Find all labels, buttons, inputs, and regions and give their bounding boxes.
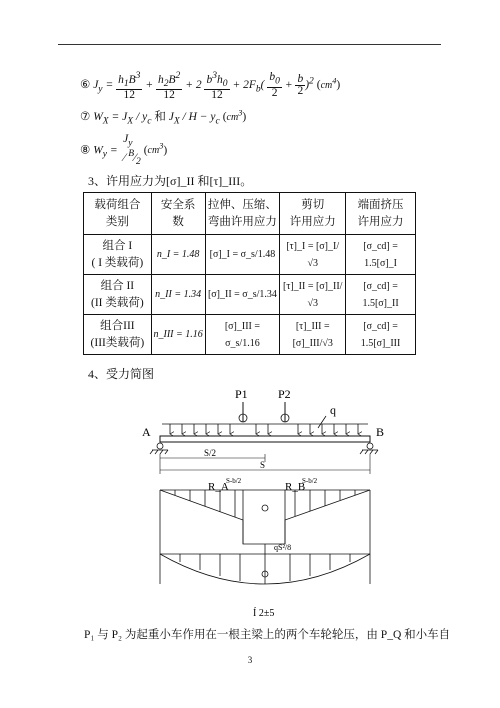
support-b: [360, 443, 378, 454]
label-ra: R_A: [208, 481, 229, 493]
label-moment: qS²/8: [274, 543, 292, 552]
table-header-row: [84, 193, 416, 235]
cell-sigma: [σ]_I = σ_s/1.48: [205, 235, 280, 275]
label-ra-fraction: S-b/2: [226, 477, 242, 485]
cell-safety-factor: n_II = 1.34: [151, 275, 205, 315]
label-b: B: [376, 425, 385, 439]
allowable-stress-table: [83, 192, 416, 355]
formula-6-number: ⑥: [80, 79, 91, 92]
formula-8: ⑧ $W_y$ = $J_y$ ⁄ $^B⁄_2$ $(cm^3)$: [80, 133, 168, 168]
cell-tau: [τ]_I = [σ]_I/√3: [280, 235, 346, 275]
table-row: [84, 275, 416, 315]
figure-caption: Í 2±5: [253, 608, 275, 619]
section-3-heading: 3、许用应力为[σ]_II 和[τ]_III。: [88, 174, 253, 188]
cell-group: 组合III (III类载荷): [84, 315, 152, 355]
support-a: [150, 443, 168, 454]
header-shear-stress: 剪切 许用应力: [280, 193, 346, 235]
load-p1: [239, 402, 247, 422]
cell-safety-factor: n_I = 1.48: [151, 235, 205, 275]
beam: [160, 436, 370, 442]
load-p2: [281, 402, 289, 422]
cell-bearing: [σ_cd] = 1.5[σ]_I: [346, 235, 416, 275]
formula-6: ⑥ $J_y$ = $\frac{h_1B^3}{12}$ + $\frac{h_2B^2}{12}$ + 2 $\frac{b^3h_0}{12}$ + $2F_b$( $\frac{b_0}{2}$ + $\frac{b}{2}$ )$^2$ $(cm^4)$: [80, 70, 341, 102]
label-q: q: [330, 403, 336, 417]
cell-group: 组合 I ( I 类载荷): [84, 235, 152, 275]
force-diagram: [140, 384, 400, 624]
table-row: [84, 235, 416, 275]
cell-tau: [τ]_II = [σ]_II/√3: [280, 275, 346, 315]
label-rb-fraction: S-b/2: [302, 477, 318, 485]
header-rule: [58, 44, 441, 45]
table-row: [84, 315, 416, 355]
header-bearing-stress: 端面挤压 许用应力: [346, 193, 416, 235]
cell-sigma: [σ]_II = σ_s/1.34: [205, 275, 280, 315]
label-p1: P1: [235, 387, 248, 401]
page-number: 3: [247, 655, 253, 665]
section-4-heading: 4、受力简图: [88, 367, 155, 381]
cell-bearing: [σ_cd] = 1.5[σ]_II: [346, 275, 416, 315]
label-half-span: S/2: [204, 448, 217, 458]
cell-bearing: [σ_cd] = 1.5[σ]_III: [346, 315, 416, 355]
formula-7-number: ⑦: [80, 111, 91, 123]
label-rb: R_B: [285, 481, 306, 493]
label-a: A: [142, 425, 151, 439]
cell-safety-factor: n_III = 1.16: [151, 315, 205, 355]
label-span: S: [260, 460, 266, 470]
header-load-combination: 载荷组合 类别: [84, 193, 152, 235]
header-tensile-stress: 拉伸、压缩、 弯曲许用应力: [205, 193, 280, 235]
cell-sigma: [σ]_III = σ_s/1.16: [205, 315, 280, 355]
label-p2: P2: [278, 387, 291, 401]
header-safety-factor: 安全系 数: [151, 193, 205, 235]
body-paragraph: P₁ 与 P₂ 为起重小车作用在一根主梁上的两个车轮轮压，由 P_Q 和小车自: [84, 629, 451, 641]
cell-tau: [τ]_III = [σ]_III/√3: [280, 315, 346, 355]
formula-7: ⑦ $W_X = J_X / y_c$ 和 $J_X / H - y_c$ $(cm^3)$: [80, 108, 247, 127]
formula-8-number: ⑧: [80, 144, 91, 157]
distributed-load: [162, 424, 368, 434]
moment-diagram: [160, 544, 370, 584]
cell-group: 组合 II (II 类载荷): [84, 275, 152, 315]
